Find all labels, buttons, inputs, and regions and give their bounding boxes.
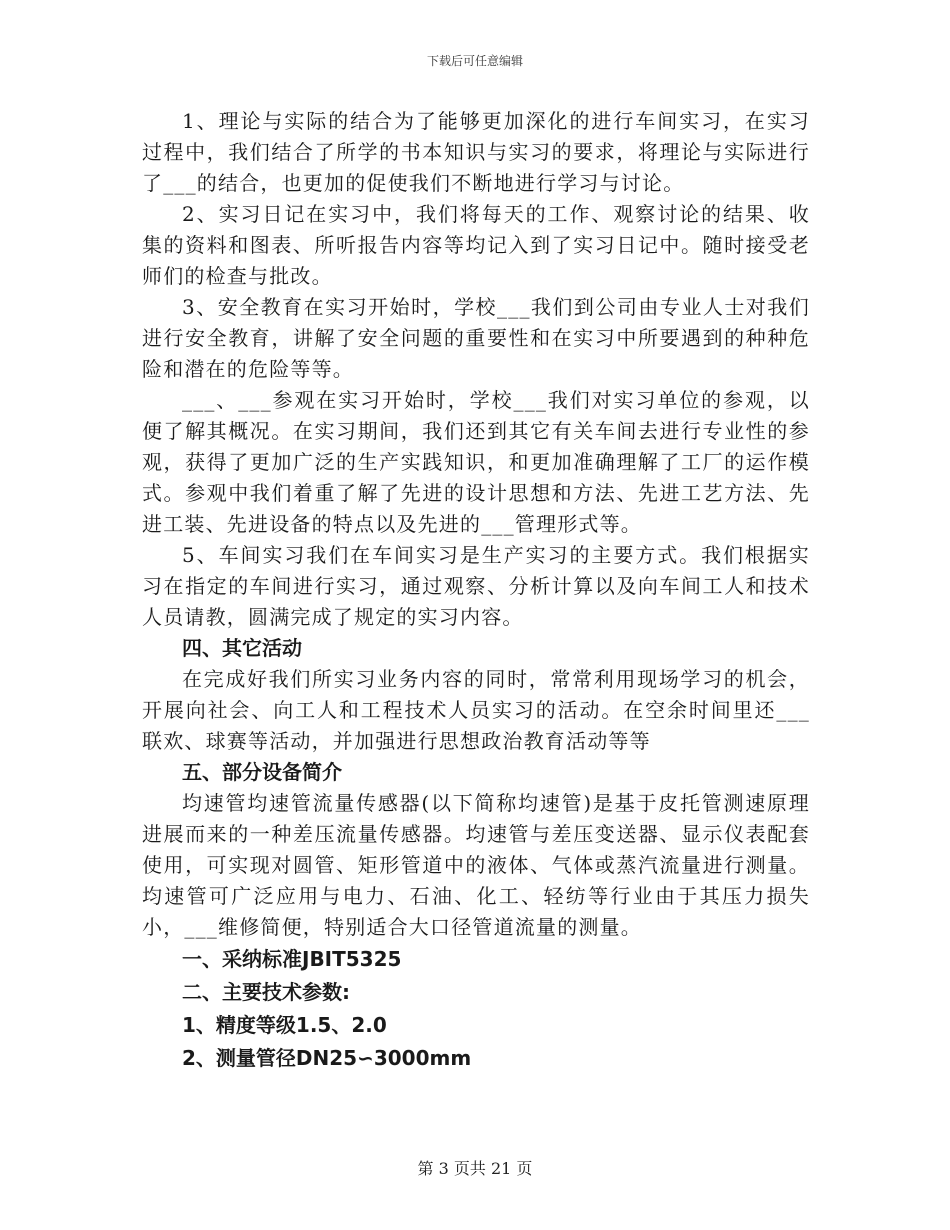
spec-accuracy: 1、精度等级1.5、2.0 xyxy=(182,1013,387,1037)
paragraph-other-activities: 在完成好我们所实习业务内容的同时，常常利用现场学习的机会，开展向社会、向工人和工程技术人员实习的活动。在空余时间里还___联欢、球赛等活动，并加强进行思想政治教育活动等等 xyxy=(142,667,810,753)
paragraph-equipment: 均速管均速管流量传感器(以下简称均速管)是基于皮托管测速原理进展而来的一种差压流量传感器。均速管与差压变送器、显示仪表配套使用，可实现对圆管、矩形管道中的液体、气体或蒸汽流量进行测量。均速管可广泛应用与电力、石油、化工、轻纺等行业由于其压力损失小，___维修简便，特别适合大口径管道流量的测量。 xyxy=(142,791,810,939)
document-body xyxy=(142,106,810,1075)
paragraph-internship-diary: 2、实习日记在实习中，我们将每天的工作、观察讨论的结果、收集的资料和图表、所听报告内容等均记入到了实习日记中。随时接受老师们的检查与批改。 xyxy=(142,202,810,288)
page-footer: 第 3 页共 21 页 xyxy=(417,1159,533,1178)
section-heading-equipment: 五、部分设备简介 xyxy=(182,760,342,784)
paragraph-workshop-practice: 5、车间实习我们在车间实习是生产实习的主要方式。我们根据实习在指定的车间进行实习，通过观察、分析计算以及向车间工人和技术人员请教，圆满完成了规定的实习内容。 xyxy=(142,543,810,629)
spec-parameters-title: 二、主要技术参数: xyxy=(182,980,350,1004)
paragraph-safety-education: 3、安全教育在实习开始时，学校___我们到公司由专业人士对我们进行安全教育，讲解了安全问题的重要性和在实习中所要遇到的种种危险和潜在的危险等等。 xyxy=(142,295,810,381)
page-header: 下载后可任意编辑 xyxy=(426,54,523,68)
spec-standard: 一、采纳标准JBIT5325 xyxy=(182,947,402,971)
spec-diameter: 2、测量管径DN25∽3000mm xyxy=(182,1046,472,1070)
section-heading-other-activities: 四、其它活动 xyxy=(182,636,302,660)
paragraph-theory-practice: 1、理论与实际的结合为了能够更加深化的进行车间实习，在实习过程中，我们结合了所学的书本知识与实习的要求，将理论与实际进行了___的结合，也更加的促使我们不断地进行学习与讨论。 xyxy=(142,109,810,195)
paragraph-visit: ___、___参观在实习开始时，学校___我们对实习单位的参观，以便了解其概况。在实习期间，我们还到其它有关车间去进行专业性的参观，获得了更加广泛的生产实践知识，和更加准确理解了工厂的运作模式。参观中我们着重了解了先进的设计思想和方法、先进工艺方法、先进工装、先进设备的特点以及先进的___管理形式等。 xyxy=(142,388,810,536)
